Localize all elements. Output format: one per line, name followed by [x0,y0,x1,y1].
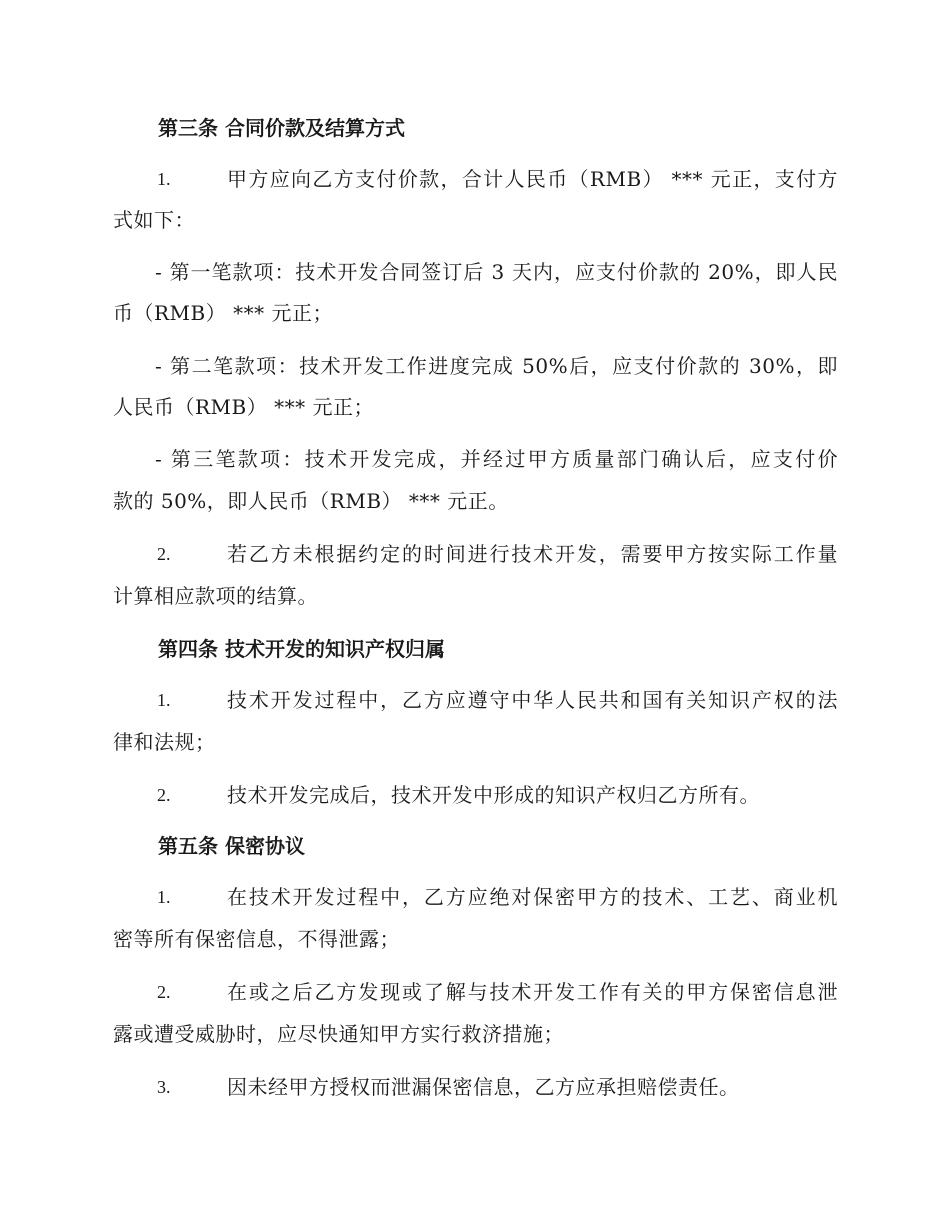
clause-text: 因未经甲方授权而泄漏保密信息，乙方应承担赔偿责任。 [227,1075,740,1099]
clause-text: 在或之后乙方发现或了解与技术开发工作有关的甲方保密信息泄 [227,980,838,1004]
clause-3-2-cont [0,581,950,611]
clause-5-2 [0,977,950,1007]
clause-number: 1. [157,887,171,907]
clause-number: 1. [157,690,171,710]
clause-number: 2. [157,544,171,564]
clause-3-1 [0,164,950,194]
clause-text: 在技术开发过程中，乙方应绝对保密甲方的技术、工艺、商业机 [227,885,838,909]
payment-item-1-cont [0,298,950,328]
clause-text-continued: 式如下： [113,208,195,232]
clause-number: 2. [157,785,171,805]
payment-item-text: - 第一笔款项：技术开发合同签订后 3 天内，应支付价款的 20%，即人民 [155,260,838,284]
clause-text-continued: 密等所有保密信息，不得泄露； [113,927,400,951]
clause-number: 1. [157,169,171,189]
section-heading-3: 第三条 合同价款及结算方式 [158,116,405,140]
payment-item-2-cont [0,392,950,422]
payment-item-3-cont [0,486,950,516]
clause-text: 技术开发完成后，技术开发中形成的知识产权归乙方所有。 [227,783,760,807]
section-heading-4: 第四条 技术开发的知识产权归属 [158,637,445,661]
clause-5-3 [0,1072,950,1102]
clause-text-continued: 计算相应款项的结算。 [113,584,318,608]
payment-item-2 [0,351,950,381]
payment-item-text: - 第二笔款项：技术开发工作进度完成 50%后，应支付价款的 30%，即 [155,354,838,378]
clause-5-1 [0,882,950,912]
payment-item-text-continued: 币（RMB） *** 元正； [113,301,333,325]
clause-4-1 [0,685,950,715]
clause-text-continued: 律和法规； [113,730,216,754]
clause-text: 技术开发过程中，乙方应遵守中华人民共和国有关知识产权的法 [227,688,838,712]
payment-item-text-continued: 人民币（RMB） *** 元正； [113,395,374,419]
section-heading-5: 第五条 保密协议 [158,834,305,858]
clause-text: 若乙方未根据约定的时间进行技术开发，需要甲方按实际工作量 [227,542,838,566]
clause-4-1-cont [0,727,950,757]
clause-text-continued: 露或遭受威胁时，应尽快通知甲方实行救济措施； [113,1022,564,1046]
clause-number: 3. [157,1077,171,1097]
payment-item-1 [0,257,950,287]
clause-5-1-cont [0,924,950,954]
clause-number: 2. [157,982,171,1002]
clause-4-2 [0,780,950,810]
clause-3-2 [0,539,950,569]
clause-text: 甲方应向乙方支付价款，合计人民币（RMB） *** 元正，支付方 [227,167,838,191]
clause-3-1-cont [0,205,950,235]
clause-5-2-cont [0,1019,950,1049]
payment-item-3 [0,444,950,474]
payment-item-text: - 第三笔款项：技术开发完成，并经过甲方质量部门确认后，应支付价 [155,447,838,471]
payment-item-text-continued: 款的 50%，即人民币（RMB） *** 元正。 [113,489,509,513]
